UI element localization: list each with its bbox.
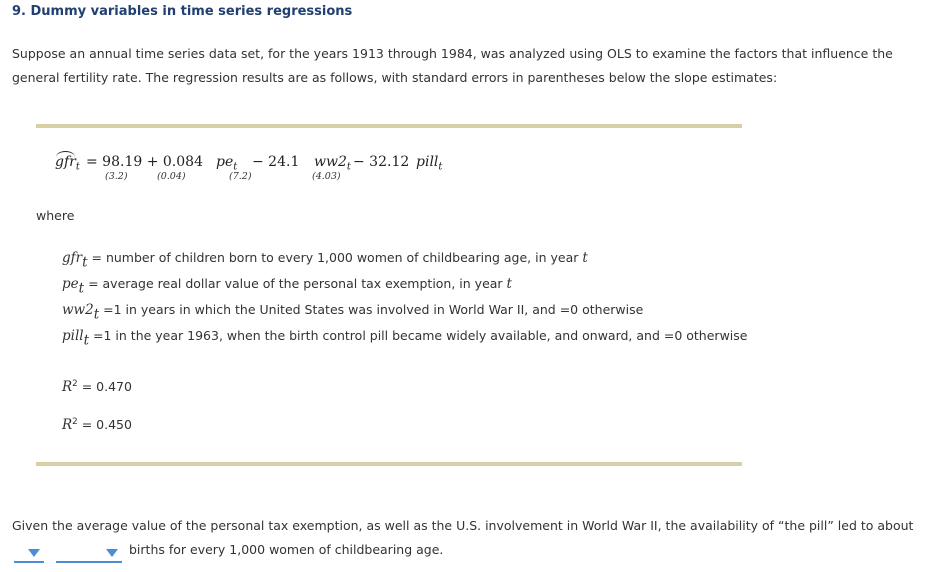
r-squared — [62, 379, 132, 395]
eq-var-ww2: ww2 — [314, 154, 347, 170]
def-symbol: pe — [62, 276, 79, 292]
def-text: = number of children born to every 1,000 women of childbearing age, in year — [91, 250, 579, 265]
def-symbol-sub: t — [78, 280, 85, 297]
eq-var-ww2-sub: t — [346, 161, 351, 173]
top-divider — [36, 124, 742, 128]
definition-gfr — [62, 250, 588, 271]
def-symbol-sub: t — [83, 332, 90, 349]
eq-pill-coef: − 32.12 — [353, 154, 410, 170]
eq-var-pe-sub: t — [233, 161, 238, 173]
definition-pill — [62, 328, 747, 349]
def-symbol-sub: t — [93, 306, 100, 323]
where-label: where — [36, 208, 75, 223]
se-pe: (0.04) — [157, 171, 186, 182]
eq-var-pill: pill — [416, 154, 439, 170]
se-intercept: (3.2) — [105, 171, 128, 182]
r2-value: = 0.450 — [81, 417, 132, 432]
def-symbol: ww2 — [62, 302, 94, 318]
definition-ww2 — [62, 302, 643, 323]
def-text: =1 in years in which the United States was involved in World War II, and =0 otherwise — [103, 302, 644, 317]
question-title: 9. Dummy variables in time series regressions — [12, 4, 353, 19]
bottom-divider — [36, 462, 742, 466]
chevron-down-icon — [28, 549, 40, 557]
amount-dropdown[interactable] — [56, 547, 122, 563]
question-text-end: births for every 1,000 women of childbearing age. — [129, 542, 444, 557]
intro-text: Suppose an annual time series data set, for the years 1913 through 1984, was analyzed using OLS to examine the factors that influence the general fertility rate. The regression results are as follows, with standard errors in parentheses below the slope estimates: — [12, 46, 893, 85]
def-symbol: pill — [62, 328, 84, 344]
eq-lhs-sub: t — [75, 161, 80, 173]
r2-sup: 2 — [72, 379, 78, 390]
direction-dropdown[interactable] — [14, 547, 44, 563]
def-symbol: gfr — [62, 250, 83, 266]
eq-lhs: gfr — [55, 154, 76, 170]
def-text: = average real dollar value of the personal tax exemption, in year — [88, 276, 503, 291]
eq-intercept-term: = 98.19 + 0.084 — [86, 154, 203, 170]
question-text: Given the average value of the personal tax exemption, as well as the U.S. involvement in World War II, the availability of “the pill” led to about — [12, 518, 914, 533]
r2-symbol: R — [62, 379, 73, 395]
def-tail: t — [582, 250, 588, 266]
chevron-down-icon — [106, 549, 118, 557]
se-ww2: (7.2) — [229, 171, 252, 182]
def-symbol-sub: t — [82, 254, 88, 271]
r2-symbol: R — [62, 417, 73, 433]
eq-ww2-coef: − 24.1 — [252, 154, 300, 170]
r2-value: = 0.470 — [81, 379, 132, 394]
eq-var-pe: pe — [216, 154, 234, 170]
r2-sup: 2 — [72, 417, 78, 428]
definition-pe — [62, 276, 512, 297]
adjusted-r-squared — [62, 417, 132, 433]
def-tail: t — [506, 276, 512, 292]
def-text: =1 in the year 1963, when the birth control pill became widely available, and onward, and =0 otherwise — [93, 328, 748, 343]
se-pill: (4.03) — [312, 171, 341, 182]
eq-var-pill-sub: t — [438, 161, 443, 173]
